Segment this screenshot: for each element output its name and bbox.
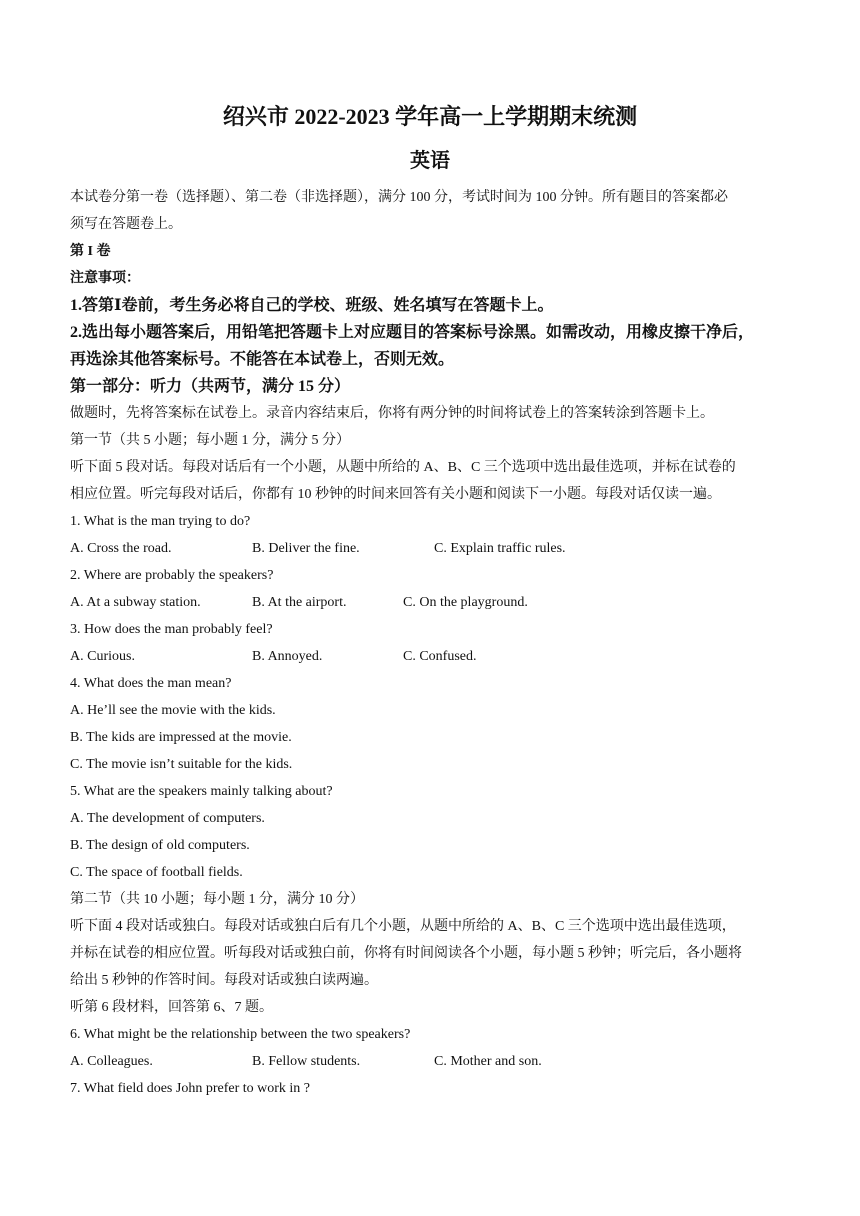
exam-subject: 英语 <box>410 150 450 172</box>
part1-instructions: 做题时，先将答案标在试卷上。录音内容结束后，你将有两分钟的时间将试卷上的答案转涂到答题卡上。 <box>70 406 714 421</box>
question-1: 1. What is the man trying to do? <box>70 514 251 529</box>
q1-option-b: B. Deliver the fine. <box>252 541 360 556</box>
q4-option-a: A. He’ll see the movie with the kids. <box>70 703 276 718</box>
section2-desc-line-2: 并标在试卷的相应位置。听每段对话或独白前，你将有时间阅读各个小题，每小题 5 秒钟；听完后，各小题将 <box>70 946 742 961</box>
q2-option-a: A. At a subway station. <box>70 595 201 610</box>
section2-title: 第二节（共 10 小题；每小题 1 分，满分 10 分） <box>70 892 364 907</box>
question-2: 2. Where are probably the speakers? <box>70 568 274 583</box>
exam-title: 绍兴市 2022-2023 学年高一上学期期末统测 <box>222 104 638 129</box>
q2-option-b: B. At the airport. <box>252 595 347 610</box>
section1-desc-line-1: 听下面 5 段对话。每段对话后有一个小题，从题中所给的 A、B、C 三个选项中选出最佳选项，并标在试卷的 <box>70 460 736 475</box>
q6-option-a: A. Colleagues. <box>70 1054 153 1069</box>
q3-option-a: A. Curious. <box>70 649 135 664</box>
intro-line-1: 本试卷分第一卷（选择题）、第二卷（非选择题），满分 100 分，考试时间为 100 分钟。所有题目的答案都必 <box>70 190 728 205</box>
section1-title: 第一节（共 5 小题；每小题 1 分，满分 5 分） <box>70 433 350 448</box>
q4-option-c: C. The movie isn’t suitable for the kids. <box>70 757 293 772</box>
section2-desc-line-1: 听下面 4 段对话或独白。每段对话或独白后有几个小题，从题中所给的 A、B、C 三个选项中选出最佳选项， <box>70 919 736 934</box>
section1-desc-line-2: 相应位置。听完每段对话后，你都有 10 秒钟的时间来回答有关小题和阅读下一小题。每段对话仅读一遍。 <box>70 487 721 502</box>
part1-title: 第一部分：听力（共两节，满分 15 分） <box>70 378 351 395</box>
q1-option-a: A. Cross the road. <box>70 541 172 556</box>
question-7: 7. What field does John prefer to work in ? <box>70 1081 311 1096</box>
q5-option-c: C. The space of football fields. <box>70 865 243 880</box>
intro-line-2: 须写在答题卷上。 <box>70 217 182 232</box>
q3-option-c: C. Confused. <box>403 649 477 664</box>
q6-option-c: C. Mother and son. <box>434 1054 542 1069</box>
question-6: 6. What might be the relationship between the two speakers? <box>70 1027 411 1042</box>
q6-option-b: B. Fellow students. <box>252 1054 361 1069</box>
q4-option-b: B. The kids are impressed at the movie. <box>70 730 292 745</box>
section2-desc-line-3: 给出 5 秒钟的作答时间。每段对话或独白读两遍。 <box>70 973 378 988</box>
question-5: 5. What are the speakers mainly talking about? <box>70 784 333 799</box>
q5-option-b: B. The design of old computers. <box>70 838 250 853</box>
note-2-line-2: 再选涂其他答案标号。不能答在本试卷上，否则无效。 <box>70 351 455 368</box>
question-3: 3. How does the man probably feel? <box>70 622 273 637</box>
q2-option-c: C. On the playground. <box>403 595 528 610</box>
q5-option-a: A. The development of computers. <box>70 811 265 826</box>
material-6-heading: 听第 6 段材料，回答第 6、7 题。 <box>70 1000 273 1015</box>
question-4: 4. What does the man mean? <box>70 676 232 691</box>
q3-option-b: B. Annoyed. <box>252 649 323 664</box>
note-2-line-1: 2.选出每小题答案后，用铅笔把答题卡上对应题目的答案标号涂黑。如需改动，用橡皮擦干净后， <box>70 324 755 341</box>
notes-title: 注意事项： <box>70 271 140 286</box>
q1-option-c: C. Explain traffic rules. <box>434 541 566 556</box>
note-1: 1.答第Ⅰ卷前，考生务必将自己的学校、班级、姓名填写在答题卡上。 <box>70 297 554 314</box>
volume-label: 第 I 卷 <box>70 244 111 259</box>
